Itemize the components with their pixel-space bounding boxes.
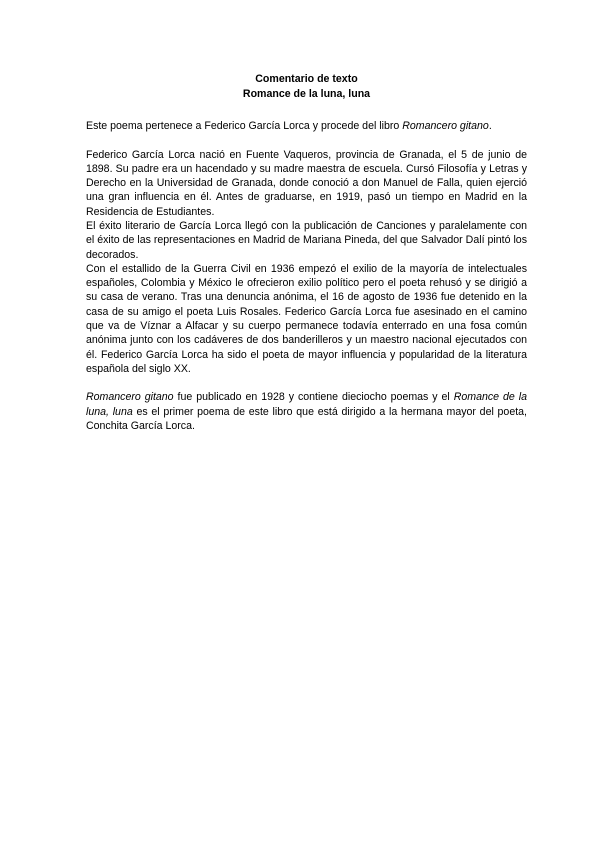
title-line-1: Comentario de texto: [255, 73, 358, 85]
intro-text-before: Este poema pertenece a Federico García Lorca y procede del libro: [86, 120, 403, 132]
closing-text-after: es el primer poema de este libro que está dirigido a la hermana mayor del poeta, Conchita García Lorca.: [86, 405, 527, 432]
document-page: [86, 72, 527, 433]
closing-book-title: Romancero gitano: [86, 391, 174, 404]
intro-paragraph: [86, 119, 527, 134]
title-line-2: Romance de la luna, luna: [242, 87, 371, 100]
biography-paragraph-3: Con el estallido de la Guerra Civil en 1936 empezó el exilio de la mayoría de intelectuales españoles, Colombia y México le ofrecieron exilio político pero el poeta rehusó y se dirigió a su casa de verano. Tras una denuncia anónima, el 16 de agosto de 1936 fue detenido en la casa de su amigo el poeta Luis Rosales. Federico García Lorca fue asesinado en el camino que va de Víznar a Alfacar y su cuerpo permanece todavía enterrado en una fosa común anónima junto con los cadáveres de dos banderilleros y un maestro nacional ejecutados con él. Federico García Lorca ha sido el poeta de mayor influencia y popularidad de la literatura española del siglo XX.: [86, 262, 527, 375]
biography-section: [86, 148, 527, 377]
closing-poem-title: Romance de la luna, luna: [86, 391, 527, 418]
closing-paragraph: [86, 390, 527, 433]
intro-book-title: Romancero gitano: [402, 120, 489, 132]
intro-text-after: .: [488, 120, 492, 132]
document-title: [86, 72, 527, 101]
biography-paragraph-1: Federico García Lorca nació en Fuente Vaqueros, provincia de Granada, el 5 de junio de 1898. Su padre era un hacendado y su madre maestra de escuela. Cursó Filosofía y Letras y Derecho en la Universidad de Granada, donde conoció a don Manuel de Falla, quien ejerció una gran influencia en él. Antes de graduarse, en 1919, pasó un tiempo en Madrid en la Residencia de Estudiantes.: [86, 148, 527, 218]
biography-paragraph-2: El éxito literario de García Lorca llegó con la publicación de Canciones y paralelamente con el éxito de las representaciones en Madrid de Mariana Pineda, del que Salvador Dalí pintó los decorados.: [86, 219, 527, 261]
closing-text-middle: fue publicado en 1928 y contiene dieciocho poemas y el: [173, 391, 454, 404]
closing-text: [86, 390, 527, 433]
